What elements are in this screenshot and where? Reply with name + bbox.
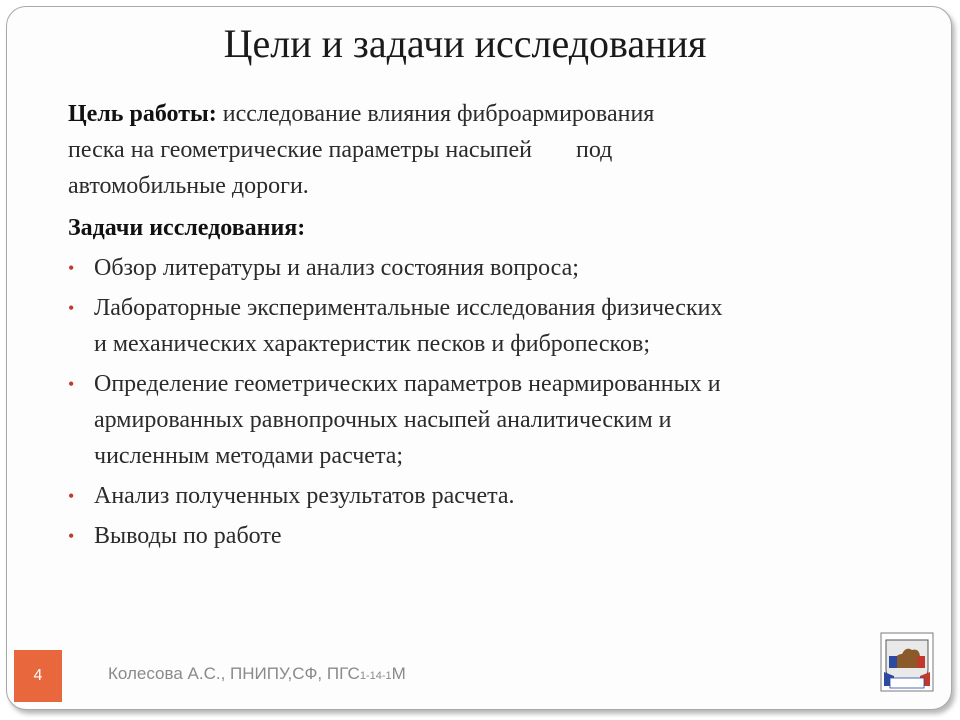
slide-title: Цели и задачи исследования: [223, 21, 707, 66]
university-logo: [880, 632, 934, 692]
bullet-icon: •: [68, 526, 75, 546]
task-item: [68, 250, 898, 286]
bullet-icon: •: [68, 298, 75, 318]
task-item: [68, 290, 898, 362]
pnipu-emblem-icon: [880, 632, 934, 692]
slide-number: 4: [14, 650, 62, 702]
goal-line-1: исследование влияния фиброармирования: [216, 101, 655, 127]
task-line: Обзор литературы и анализ состояния вопроса;: [94, 255, 579, 281]
goal-label: Цель работы:: [68, 101, 217, 127]
bullet-icon: •: [68, 486, 75, 506]
task-item: [68, 478, 898, 514]
tasks-list: [68, 250, 898, 554]
footer-main: Колесова А.С., ПНИПУ,СФ, ПГС: [108, 664, 360, 683]
task-item: [68, 366, 898, 474]
slide-content: [68, 96, 898, 558]
task-line: Выводы по работе: [94, 523, 282, 549]
task-line: армированных равнопрочных насыпей аналитическим и: [94, 407, 672, 433]
task-line: Определение геометрических параметров неармированных и: [94, 371, 721, 397]
bullet-icon: •: [68, 258, 75, 278]
tasks-heading: Задачи исследования:: [68, 215, 306, 241]
bullet-icon: •: [68, 374, 75, 394]
goal-line-2a: песка на геометрические параметры насыпей: [68, 137, 533, 163]
goal-line-3: автомобильные дороги.: [68, 173, 309, 199]
task-item: [68, 518, 898, 554]
goal-paragraph: [68, 96, 898, 204]
goal-line-2b: под: [576, 137, 613, 163]
task-line: численным методами расчета;: [94, 443, 404, 469]
task-line: Лабораторные экспериментальные исследования физических: [94, 295, 723, 321]
task-line: и механических характеристик песков и фибропесков;: [94, 331, 650, 357]
footer-group: 1-14-1: [359, 670, 392, 682]
task-line: Анализ полученных результатов расчета.: [94, 483, 515, 509]
footer-text: [108, 664, 406, 684]
footer-suffix: М: [391, 664, 406, 683]
